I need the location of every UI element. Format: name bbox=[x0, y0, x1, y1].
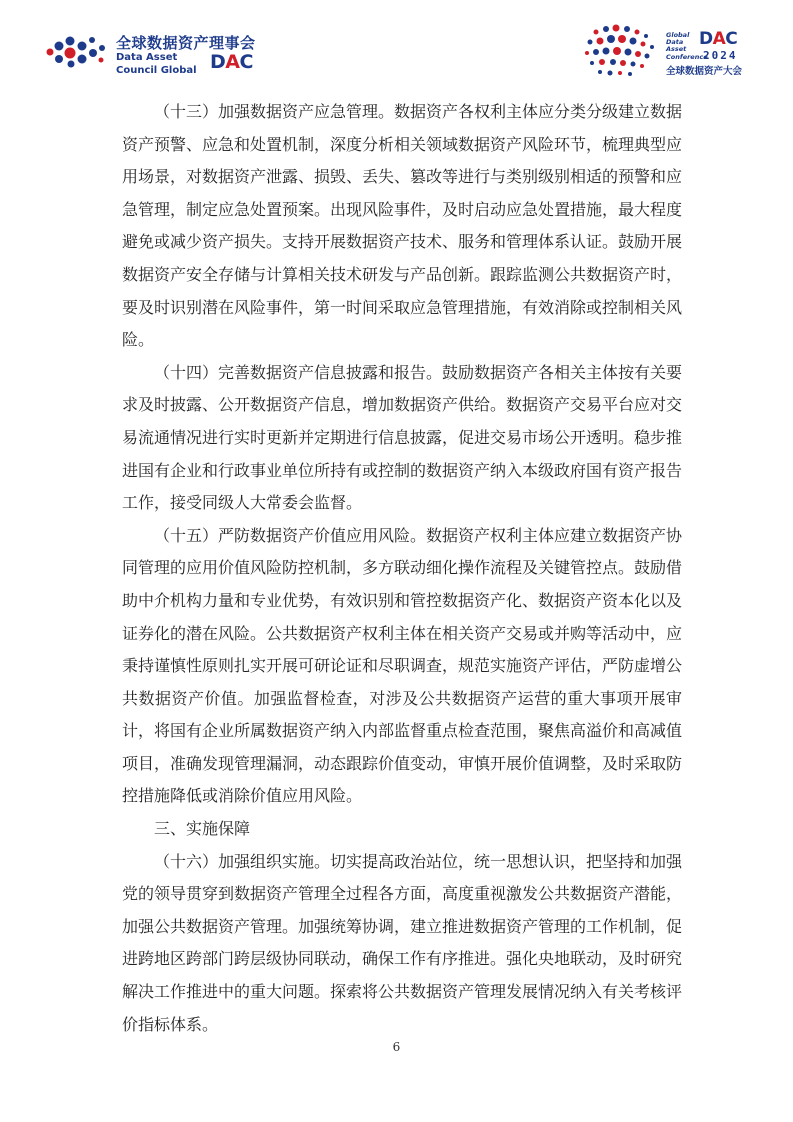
org-name-cn: 全球数据资产理事会 bbox=[116, 34, 256, 52]
paragraph-16-organization: （十六）加强组织实施。切实提高政治站位，统一思想认识，把坚持和加强党的领导贯穿到数据资产管理全过程各方面，高度重视激发公共数据资产潜能，加强公共数据资产管理。加强统筹协调，建立推进数据资产管理的工作机制，促进跨地区跨部门跨层级协同联动，确保工作有序推进。强化央地联动，及时研究解决工作推进中的重大问题。探索将公共数据资产管理发展情况纳入有关考核评价指标体系。 bbox=[122, 851, 683, 1034]
org-logo-dots-icon bbox=[44, 32, 110, 68]
conference-year: 2024 bbox=[703, 49, 738, 62]
dac-letter-a: A bbox=[712, 29, 726, 49]
dac-letter-d: D bbox=[699, 29, 713, 49]
paragraph-14-disclosure-reporting: （十四）完善数据资产信息披露和报告。鼓励数据资产各相关主体按有关要求及时披露、公开数据资产信息，增加数据资产供给。数据资产交易平台应对交易流通情况进行实时更新并定期进行信息披露，促进交易市场公开透明。稳步推进国有企业和行政事业单位所持有或控制的数据资产纳入本级政府国有资产报告工作，接受同级人大常委会监督。 bbox=[122, 362, 683, 513]
dac-letter-c: C bbox=[239, 51, 253, 73]
section-heading-implementation: 三、实施保障 bbox=[154, 819, 251, 839]
conference-name-en-2: Data bbox=[666, 38, 684, 47]
paragraph-13-emergency-management: （十三）加强数据资产应急管理。数据资产各权利主体应分类分级建立数据资产预警、应急和处置机制，深度分析相关领域数据资产风险环节，梳理典型应用场景，对数据资产泄露、损毁、丢失、篡改等进行与类别级别相适的预警和应急管理，制定应急处置预案。出现风险事件，及时启动应急处置措施，最大程度避免或减少资产损失。支持开展数据资产技术、服务和管理体系认证。鼓励开展数据资产安全存储与计算相关技术研发与产品创新。跟踪监测公共数据资产时，要及时识别潜在风险事件，第一时间采取应急管理措施，有效消除或控制相关风险。 bbox=[122, 102, 683, 350]
conference-logo bbox=[582, 22, 762, 82]
dac-letter-d: D bbox=[210, 51, 226, 73]
org-name-en-line2: Council Global bbox=[116, 65, 197, 76]
conference-name-en-1: Global bbox=[666, 31, 690, 39]
conference-name-en-3: Asset bbox=[666, 45, 687, 54]
dac-letter-a: A bbox=[225, 51, 240, 73]
conference-dac-wordmark bbox=[699, 29, 737, 49]
document-body bbox=[122, 96, 682, 1041]
page-number: 6 bbox=[392, 1040, 401, 1054]
page-header bbox=[0, 0, 793, 90]
org-dac-wordmark bbox=[210, 51, 253, 73]
paragraph-15-value-risk: （十五）严防数据资产价值应用风险。数据资产权利主体应建立数据资产协同管理的应用价值风险防控机制，多方联动细化操作流程及关键管控点。鼓励借助中介机构力量和专业优势，有效识别和管控数据资产化、数据资产资本化以及证券化的潜在风险。公共数据资产权利主体在相关资产交易或并购等活动中，应秉持谨慎性原则扎实开展可研论证和尽职调查，规范实施资产评估，严防虚增公共数据资产价值。加强监督检查，对涉及公共数据资产运营的重大事项开展审计，将国有企业所属数据资产纳入内部监督重点检查范围，聚焦高溢价和高减值项目，准确发现管理漏洞，动态跟踪价值变动，审慎开展价值调整，及时采取防控措施降低或消除价值应用风险。 bbox=[122, 525, 683, 806]
dac-letter-c: C bbox=[725, 29, 738, 49]
org-name-en-line1: Data Asset bbox=[116, 52, 178, 63]
conference-name-en-4: Conference bbox=[666, 52, 708, 61]
org-logo bbox=[44, 28, 304, 80]
conference-name-cn: 全球数据资产大会 bbox=[666, 66, 743, 77]
conference-globe-dots-icon bbox=[582, 22, 664, 82]
